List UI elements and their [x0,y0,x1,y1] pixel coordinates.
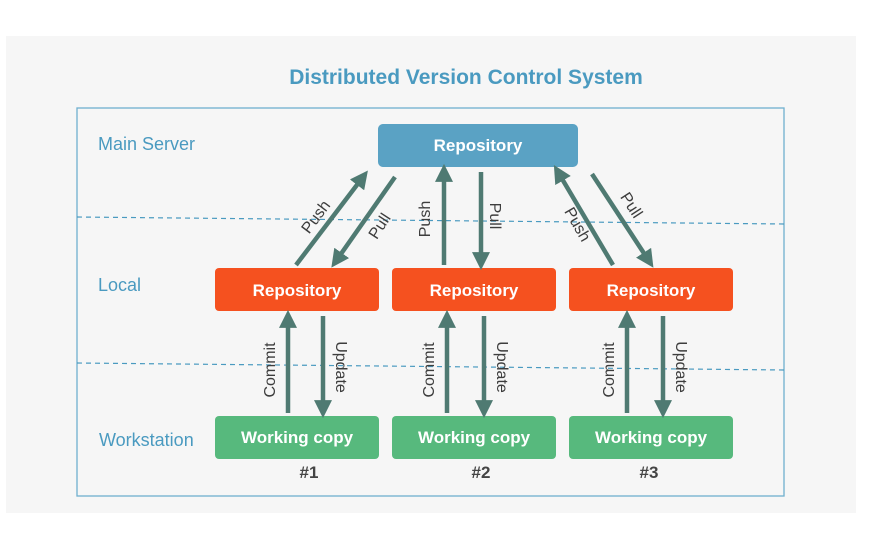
local-repository-3 [569,268,733,311]
working-copy-label: Working copy [417,428,531,447]
local-repository-label: Repository [252,281,342,300]
workstation-number-2: #2 [471,463,491,482]
commit-label-3: Commit [601,342,618,398]
pull-label-3: Pull [616,189,646,222]
tier-label-workstation: Workstation [99,430,194,450]
working-copy-label: Working copy [594,428,708,447]
update-label-2: Update [493,341,510,393]
local-repository-label: Repository [606,281,696,300]
tier-label-local: Local [98,275,142,295]
working-copy-2 [392,416,556,459]
diagram-title: Distributed Version Control System [289,66,643,89]
local-repository-2 [392,268,556,311]
push-label-2: Push [417,200,434,238]
push-label-3: Push [560,204,594,245]
push-label-1: Push [298,197,335,237]
server-repository [378,124,578,167]
tier-label-main-server: Main Server [98,134,196,154]
workstation-number-3: #3 [639,463,659,482]
update-label-3: Update [672,341,689,393]
local-repository-label: Repository [429,281,519,300]
workstation-number-1: #1 [299,463,319,482]
commit-label-1: Commit [262,342,279,398]
update-label-1: Update [332,341,349,393]
pull-label-1: Pull [365,210,395,243]
pull-label-2: Pull [486,202,503,230]
working-copy-label: Working copy [240,428,354,447]
working-copy-3 [569,416,733,459]
commit-label-2: Commit [421,342,438,398]
server-repository-label: Repository [433,136,523,155]
working-copy-1 [215,416,379,459]
local-repository-1 [215,268,379,311]
